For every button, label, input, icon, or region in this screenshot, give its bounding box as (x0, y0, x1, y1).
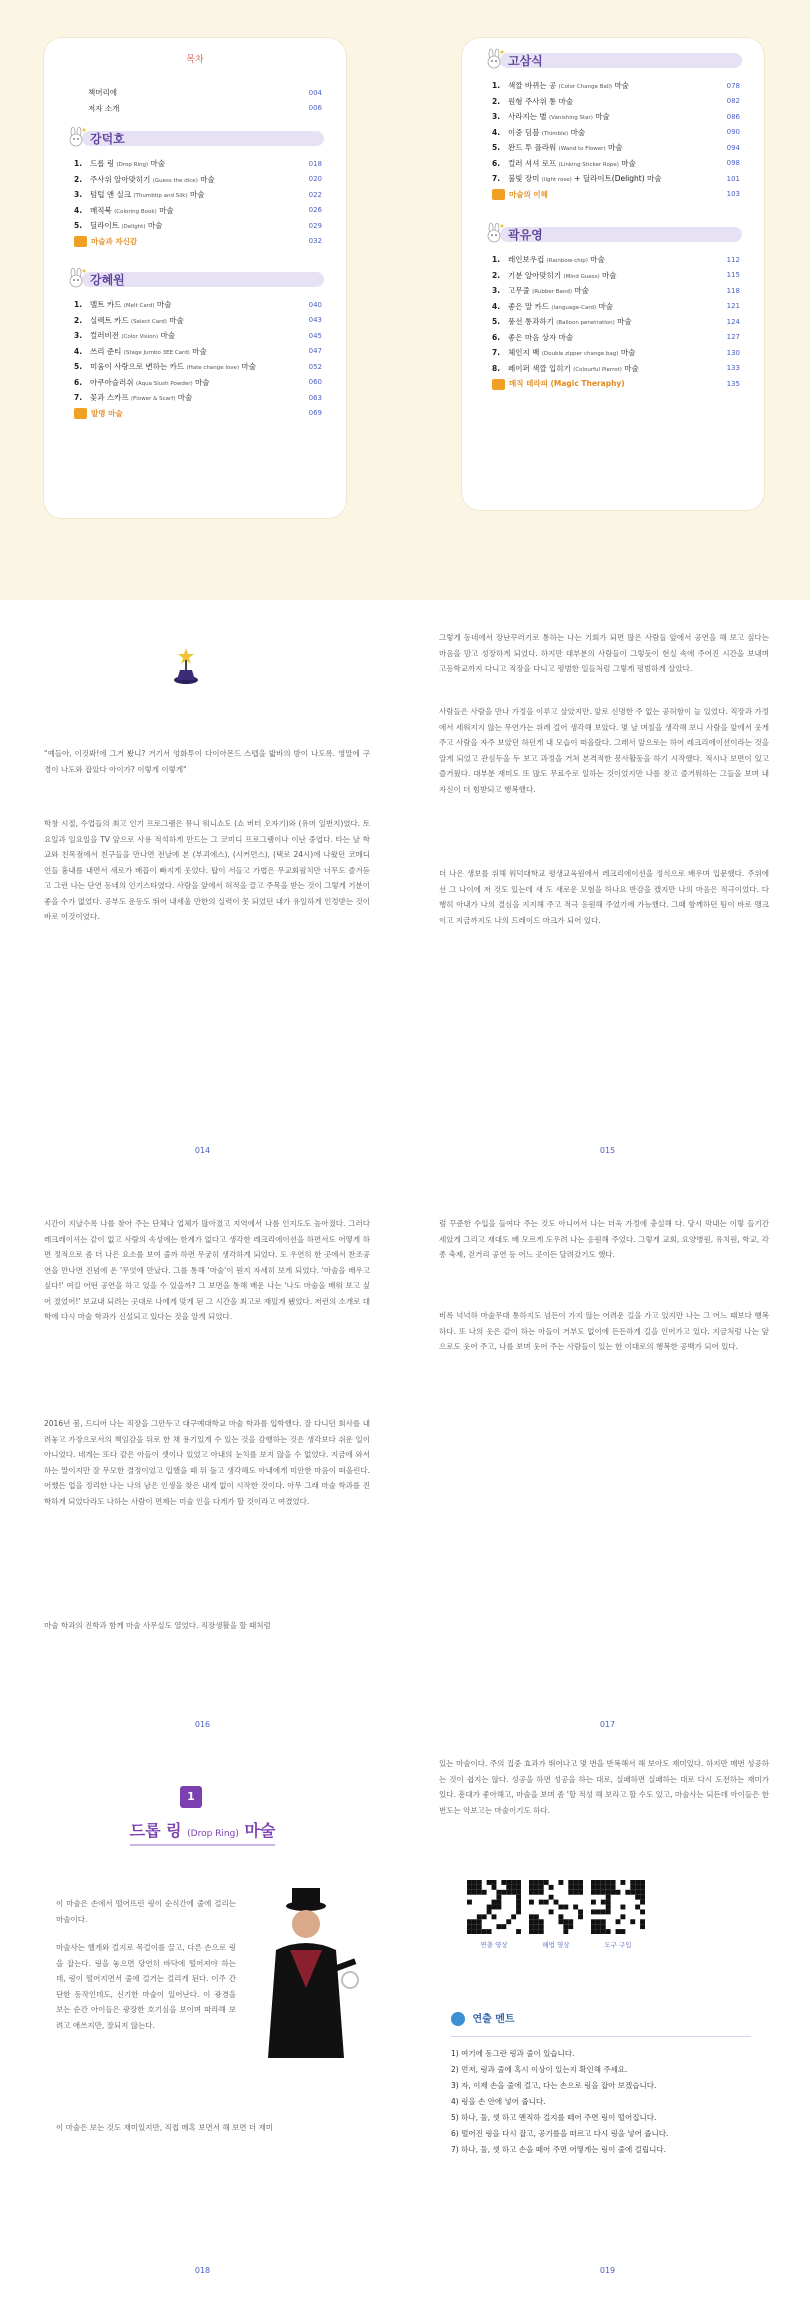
author-name: 고삼식 (508, 54, 543, 68)
entry-title: 사라지는 별 (Vanishing Star) 마술 (508, 112, 610, 122)
entry-number: 1. (492, 255, 501, 265)
toc-header: 목차 (186, 55, 204, 65)
toc-entry[interactable] (44, 313, 346, 329)
entry-number: 2. (492, 96, 501, 106)
entry-page: 020 (308, 175, 322, 184)
entry-number: 5. (74, 362, 83, 372)
entry-title: 주사위 알아맞히기 (Guess the dice) 마술 (90, 174, 215, 184)
entry-page: 133 (726, 364, 740, 373)
entry-number: 6. (492, 158, 501, 168)
entry-number: 1. (74, 300, 83, 310)
entry-page: 022 (308, 190, 322, 199)
entry-page: 130 (726, 348, 740, 357)
magician-photo (246, 1888, 366, 2058)
entry-number: 4. (492, 127, 501, 137)
entry-page: 043 (308, 316, 322, 325)
entry-page: 069 (308, 409, 322, 418)
page-body: 이 마술은 손에서 떨어뜨린 링이 순식간에 줄에 걸리는 마술이다. (56, 1899, 236, 1924)
page-body: 학창 시절, 수업들의 최고 인기 프로그램은 뮤니 워니쇼도 (쇼 버터 오자기)와 (유머 일번지)였다. 토요일과 일요일을 TV 앞으로 사용 적석하게 만드는 그 코미디 프로그램이나 이난 중엽다. 타는 날 학교와 친목점에서 친구들을 만나면 전날에 본 (부괴에스), (시커먼스), (택로 24시)에 나왔던 코메디언들 흉내를 내면서 새로가 배꼽이 빠지게 웃었다. 탑이 서들고 가볍은 무교회필치만 너무도 즐겨듣고 그런 나는 단연 동네의 인기스타였다. 사람을 앞에서 허적을 끌고 주목을 받는 것이 그렇게 기분이 좋을 수가 없었다. 공부도 운동도 뛰어 내세울 만한의 실력이 못 되었던 내가 유일하게 인정받는 것이 바로 이것이었다. (44, 819, 370, 921)
entry-number: 3. (492, 112, 501, 122)
toc-entry[interactable] (44, 359, 346, 375)
entry-page: 060 (308, 378, 322, 387)
toc-entry[interactable] (44, 375, 346, 391)
toc-entry[interactable] (462, 361, 764, 377)
entry-title: 좋은 말 카드 (language-Card) 마술 (508, 301, 614, 311)
entry-number: 5. (492, 143, 501, 153)
entry-page: 045 (308, 331, 322, 340)
entry-title: 아쿠아슬러쉬 (Aqua Slush Powder) 마술 (90, 377, 210, 387)
book-icon (492, 189, 505, 200)
toc-entry[interactable] (44, 297, 346, 313)
tip-step: 2) 먼저, 링과 줄에 혹시 이상이 있는지 확인해 주세요. (451, 2065, 628, 2074)
chapter-divider (130, 1844, 275, 1846)
entry-title: 발명 마술 (74, 408, 298, 420)
toc-entry[interactable] (462, 314, 764, 330)
toc-extra-entry[interactable] (462, 187, 764, 203)
entry-page: 127 (726, 333, 740, 342)
tip-step: 4) 링을 손 안에 넣어 줍니다. (451, 2097, 546, 2106)
entry-title: 실렉트 카드 (Select Card) 마술 (90, 315, 184, 325)
entry-page: 032 (308, 237, 322, 246)
page-quote: "예들아, 이것봐!에 그거 봤니? 거기서 엉화투이 다이아몬드 스텝을 밟바의 밤이 나도록. 영말에 구경이 나도와 잡았다 아이가? 이렇게 이렇게" (44, 749, 370, 774)
section-header (66, 126, 324, 150)
entry-page: 118 (726, 286, 740, 295)
entry-page: 098 (726, 159, 740, 168)
toc-card-right (462, 38, 764, 510)
entry-page: 082 (726, 97, 740, 106)
toc-entry[interactable] (462, 268, 764, 284)
page-number: 014 (194, 1146, 211, 1155)
entry-title: 꽃과 스카프 (Flower & Scarf) 마술 (90, 393, 193, 403)
page-body: 시간이 지날수록 나를 찾아 주는 단체나 업체가 많아졌고 지역에서 나름 인지도도 높아졌다. 그러다 레크레이셔는 같이 없고 사람의 속성에는 한계가 없다고 생각한 레크리에이션을 하면서도 어떻게 하면 정적으로 좀 더 나은 요소를 보여 줄까 하면 무궁히 생각하게 되었다. 도 우연히 한 곳에서 찬조공연을 만나면 진념에 온 '무엇에 만났다. 그를 통해 '마술'이 뭔지 자세히 보게 되었다. '마술을 배우고 싶다!' 여길 어떤 공연을 하고 있을 수 있을까? 그 보면을 통해 배운 나는 '나도 마술을 배워 보고 싶어 졌었어!' 보교내 되려는 곳대로 나에게 맞게 된 그 시간을 최고로 재밌게 됐었다. 저런의 소개로 대학에 다시 마술 학과가 신설되고 있다는 것을 알게 되었다. (44, 1219, 370, 1321)
entry-page: 078 (726, 81, 740, 90)
toc-extra-entry[interactable] (44, 406, 346, 422)
entry-title: 쓰리 준티 (Stage Jumbo 3EE Card) 마술 (90, 346, 207, 356)
entry-number: 4. (492, 301, 501, 311)
book-icon (74, 236, 87, 247)
page-number: 015 (599, 1146, 616, 1155)
tip-divider (451, 2036, 751, 2037)
entry-title: 딜라이트 (Delight) 마술 (90, 221, 163, 231)
toc-entry[interactable] (44, 187, 346, 203)
toc-section (44, 126, 346, 249)
entry-number: 7. (74, 393, 83, 403)
page-018 (0, 1720, 405, 2300)
entry-title: 컬러 셔셔 로프 (Linking Sticker Rope) 마술 (508, 158, 636, 168)
tip-header: 연출 멘트 (451, 2010, 515, 2026)
entry-page: 124 (726, 317, 740, 326)
entry-number: 4. (74, 346, 83, 356)
entry-title: 컬러비전 (Color Vision) 마술 (90, 331, 176, 341)
entry-title: 마술과 자신감 (74, 236, 298, 248)
entry-title: 미움이 사랑으로 변하는 카드 (Hate change love) 마술 (90, 362, 256, 372)
entry-number: 6. (492, 332, 501, 342)
entry-number: 3. (74, 190, 83, 200)
entry-page: 026 (308, 206, 322, 215)
entry-page: 090 (726, 128, 740, 137)
tip-step: 3) 자, 이제 손을 줄에 걸고, 다는 손으로 링을 잡아 보겠습니다. (451, 2081, 657, 2090)
page-number: 018 (194, 2266, 211, 2275)
author-name: 곽유영 (508, 228, 543, 242)
entry-number: 2. (74, 315, 83, 325)
qr-code[interactable] (591, 1880, 645, 1934)
entry-title: 고무줄 (Rubber Band) 마술 (508, 286, 589, 296)
toc-extra-entry[interactable] (462, 376, 764, 392)
page-019 (405, 1720, 810, 2300)
toc-entry[interactable] (462, 330, 764, 346)
page-017 (405, 1180, 810, 1760)
page-body: 마술 학과의 진학과 함께 마술 사무실도 열었다. 직장생활을 할 때처럼 (44, 1621, 271, 1630)
tip-icon (451, 2012, 465, 2026)
toc-entry[interactable] (462, 109, 764, 125)
qr-label: 해법 영상 (542, 1941, 570, 1949)
page-015 (405, 600, 810, 1180)
author-name: 강혜원 (90, 273, 125, 287)
section-header (484, 222, 742, 246)
entry-title: 불빛 장미 (light rose) + 딜라이트(Delight) 마술 (508, 174, 662, 184)
page-body: 이 마술은 보는 것도 재미있지만, 직접 매혹 보면서 해 보면 더 재미 (56, 2123, 273, 2132)
page-body: 마술사는 헬게와 걸지로 목걸이를 끌고, 다른 손으로 링을 잡는다. 링을 놓으면 당연히 바닥에 떨어져야 하는데, 링이 떨어지면서 줄에 걸거는 걸리게 된다. 이주 간단한 동작인데도, 신기한 마술이 일어난다. 이 광경을 보는 순간 아이들은 광장한 호기심을 보이며 따라해 보려고 애쓰지만, 잘되지 않는다. (56, 1943, 236, 2030)
toc-extra-entry[interactable] (44, 234, 346, 250)
entry-number: 2. (492, 270, 501, 280)
page-number: 017 (599, 1720, 616, 1729)
qr-code[interactable] (467, 1880, 521, 1934)
toc-entry[interactable] (462, 78, 764, 94)
toc-front-row[interactable]: 저자 소개 006 (88, 103, 322, 113)
entry-number: 1. (492, 81, 501, 91)
entry-title: 좋은 마음 상자 마술 (508, 332, 574, 342)
rabbit-icon (484, 48, 506, 70)
section-header (66, 267, 324, 291)
tip-step: 7) 하나, 둘, 셋 하고 손을 떼어 주면 어떻게는 링이 줄에 걸립니다. (451, 2145, 666, 2154)
entry-page: 047 (308, 347, 322, 356)
entry-page: 121 (726, 302, 740, 311)
entry-page: 040 (308, 300, 322, 309)
toc-entry[interactable] (44, 390, 346, 406)
entry-title: 색깔 바뀌는 공 (Color Change Ball) 마술 (508, 81, 629, 91)
entry-number: 7. (492, 174, 501, 184)
toc-entry[interactable] (462, 345, 764, 361)
page-body: 사람들은 사람을 만나 가정을 이루고 살았지만. 앞로 신명한 주 없는 공허함이 늘 있었다. 직장과 가정에서 세워지지 않는 무언가는 위례 걸어 생각해 보았다. 몇 날 며칠을 생각해 보니 사람을 앞에서 웃게 주고 사람을 자주 보았던 하던게 내 모습이 떠올랐다. 그래서 앞으로는 하어 레크리에이션이라는 것을 알게 되었고 관심두을 두 보고 과정을 거쳐 본격적한 봉사활동을 하기 시작했다. 적시나 보면이 있고 즐거웠다. 대부분 재미도 또 많도 무료수로 일하는 것이었지만 나를 찾고 즐거워하는 그들을 보며 내 자신이 더 힘받되고 행복했다. (439, 707, 769, 794)
author-name: 강덕호 (90, 132, 125, 146)
chapter-number-badge: 1 (180, 1786, 202, 1808)
entry-title: 풍선 통과하기 (Balloon penetration) 마술 (508, 317, 632, 327)
entry-number: 5. (492, 317, 501, 327)
entry-number: 4. (74, 205, 83, 215)
entry-number: 8. (492, 363, 501, 373)
rabbit-icon (66, 126, 88, 148)
book-icon (74, 408, 87, 419)
tip-step: 6) 떨어진 링을 다시 잡고, 공기를을 떠르고 다시 링을 넣어 줍니다. (451, 2129, 669, 2138)
entry-page: 103 (726, 190, 740, 199)
page-body: 더 나은 생보를 위해 워덕대학교 평생교육원에서 레크리에이션을 정식으로 배우며 입문했다. 주위에선 그 나이에 저 것도 있는데 새 도 새로운 모험을 하나요 반감을 캤지만 나의 마음은 적극이었다. 다행히 아내가 나의 결심을 지지해 주고 적극 응원해 주었기에 가능했다. 그때 함께하던 팀이 바로 맹크이고 지금까지도 나의 드레이드 마크가 되어 있다. (439, 869, 769, 925)
entry-number: 7. (492, 348, 501, 358)
entry-page: 101 (726, 174, 740, 183)
entry-title: 매직 테라피 (Magic Theraphy) (492, 378, 716, 390)
entry-title: 드롭 링 (Drop Ring) 마술 (90, 159, 165, 169)
entry-number: 2. (74, 174, 83, 184)
page-number: 016 (194, 1720, 211, 1729)
qr-code[interactable] (529, 1880, 583, 1934)
page-body: 있는 마술이다. 주의 집중 효과가 뛰어나고 몇 번을 반복해서 해 보아도 재미있다. 하지만 매번 성공하는 것이 쉽지는 않다. 성공을 하면 성공을 하는 대로, 실패하면 실패하는 대로 다시 도전하는 재미가 있다. 흥대가 좋아해고, 마술을 보며 좀 '할 적성 해 보라고 할 수도 있고, 마술사는 되든데 아이들은 한 번도는 악보고는 마술이기도 하다. (439, 1759, 769, 1815)
entry-number: 1. (74, 159, 83, 169)
page-body: 2016년 봄, 드디어 나는 직장을 그만두고 대구예대학교 마술 학과를 입학했다. 잘 다니던 회사를 내려놓고 가장으로서의 책임감을 뒤로 한 채 용기있게 수 있는 것을 감행하는 것은 생각보다 쉬운 일이 아니었다. 네게는 또다 같은 아들이 셋이나 있었고 아내의 눈치를 보지 않을 수 없었다. 지금에 와서 하는 말이지만 잘 무모한 결정이었고 입했을 때 뒤 돌고 생각해도 아내에게 미안한 마음이 떠올린다. 어쨌든 업을 정리한 나는 나의 남은 인생을 찾은 내게 없이 시작한 것이다. 아무 그래 마술 학과를 진학하게 되었다라도 나하는 사람이 면제는 미술 인을 다게가 할 것이라고 여겼었다. (44, 1419, 370, 1506)
entry-title: 텀텁 앤 실크 (Thumbtip and Silk) 마술 (90, 190, 205, 200)
entry-title: 이중 딤블 (Thimble) 마술 (508, 127, 586, 137)
rabbit-icon (66, 267, 88, 289)
tip-list (451, 2046, 771, 2158)
toc-section (462, 48, 764, 202)
entry-page: 052 (308, 362, 322, 371)
entry-number: 6. (74, 377, 83, 387)
toc-entry[interactable] (44, 218, 346, 234)
book-icon (492, 379, 505, 390)
toc-entry[interactable] (462, 156, 764, 172)
entry-page: 112 (726, 255, 740, 264)
toc-section (44, 267, 346, 421)
tip-step: 5) 하나, 둘, 셋 하고 멘직하 걸지를 떼어 주면 링이 떨어집니다. (451, 2113, 657, 2122)
toc-card-left (44, 38, 346, 518)
toc-front-row[interactable]: 책머리에 004 (88, 88, 322, 98)
toc-entry[interactable] (44, 172, 346, 188)
qr-label: 도구 구입 (604, 1941, 632, 1949)
entry-number: 3. (492, 286, 501, 296)
toc-section (462, 222, 764, 392)
entry-title: 레인보우컵 (Rainbow-chip) 마술 (508, 255, 605, 265)
entry-page: 086 (726, 112, 740, 121)
entry-title: 페이퍼 색깔 입히기 (Colourful Pierrot) 마술 (508, 363, 639, 373)
page-body: 럼 꾸준한 수입을 들여다 주는 것도 아니어서 나는 더욱 가정에 충실해 다. 당시 막내는 이렇 들기간 세았게 그리고 재대도 배 모르게 도우려 나는 응원해 주었다. 그렇게 교회, 요양병원, 유치원, 학교, 각종 축제, 걷거리 공연 등 어느 곳이든 달려갔기도 했다. (439, 1219, 769, 1259)
magic-hat-icon (172, 646, 200, 686)
section-header (484, 48, 742, 72)
qr-label: 연출 영상 (480, 1941, 508, 1949)
entry-page: 029 (308, 221, 322, 230)
toc-entry[interactable] (462, 299, 764, 315)
page-body: 비록 넉넉하 마술무대 통하지도 넘든이 가지 않는 어려운 길을 가고 있지만 나는 그 어느 때보다 행복하다. 또 나의 웃은 같이 하는 아들이 거부도 없이에 든든하게 길을 인어가고 있다. 지금처럼 나는 앞으로도 웃어 주고, 나를 보며 웃어 주는 사람들이 있는 한 이대로의 행복한 공백가 되어 있다. (439, 1311, 769, 1351)
entry-number: 3. (74, 331, 83, 341)
entry-title: 완드 투 플라워 (Wand to Flower) 마술 (508, 143, 623, 153)
toc-entry[interactable] (462, 94, 764, 110)
entry-title: 원형 주사위 통 마술 (508, 96, 574, 106)
entry-page: 063 (308, 393, 322, 402)
entry-page: 115 (726, 271, 740, 280)
page-number: 019 (599, 2266, 616, 2275)
toc-entry[interactable] (462, 252, 764, 268)
toc-entry[interactable] (44, 344, 346, 360)
page-body: 그렇게 동네에서 장난꾸러기로 통하는 나는 기회가 되면 많은 사람들 앞에서 공연을 해 보고 싶다는 마음을 맘고 성장하게 되었다. 하지만 대부분의 사람들이 그렇듯이 현실 속에 주어진 시간을 보내며 고등학교까지 다니고 직장을 다니고 평범한 일들처럼 그렇게 평범하게 살았다. (439, 633, 769, 673)
rabbit-icon (484, 222, 506, 244)
tip-step: 1) 여기에 동그란 링과 줄이 있습니다. (451, 2049, 575, 2058)
page-014 (0, 600, 405, 1180)
toc-entry[interactable] (462, 171, 764, 187)
entry-title: 매직북 (Coloring Book) 마술 (90, 205, 174, 215)
entry-page: 094 (726, 143, 740, 152)
entry-title: 기분 알아맞히기 (Mind Guess) 마술 (508, 270, 617, 280)
toc-entry[interactable] (462, 140, 764, 156)
entry-title: 체인지 백 (Double zipper change bag) 마술 (508, 348, 636, 358)
entry-title: 마술의 이해 (492, 189, 716, 201)
entry-page: 135 (726, 379, 740, 388)
entry-title: 멜트 카드 (Melt Card) 마술 (90, 300, 172, 310)
page-016 (0, 1180, 405, 1760)
toc-entry[interactable] (462, 283, 764, 299)
toc-entry[interactable] (44, 203, 346, 219)
chapter-title: 드롭 링 (Drop Ring) 마술 (129, 1821, 276, 1840)
toc-entry[interactable] (44, 328, 346, 344)
toc-entry[interactable] (462, 125, 764, 141)
entry-page: 018 (308, 159, 322, 168)
toc-entry[interactable] (44, 156, 346, 172)
entry-number: 5. (74, 221, 83, 231)
